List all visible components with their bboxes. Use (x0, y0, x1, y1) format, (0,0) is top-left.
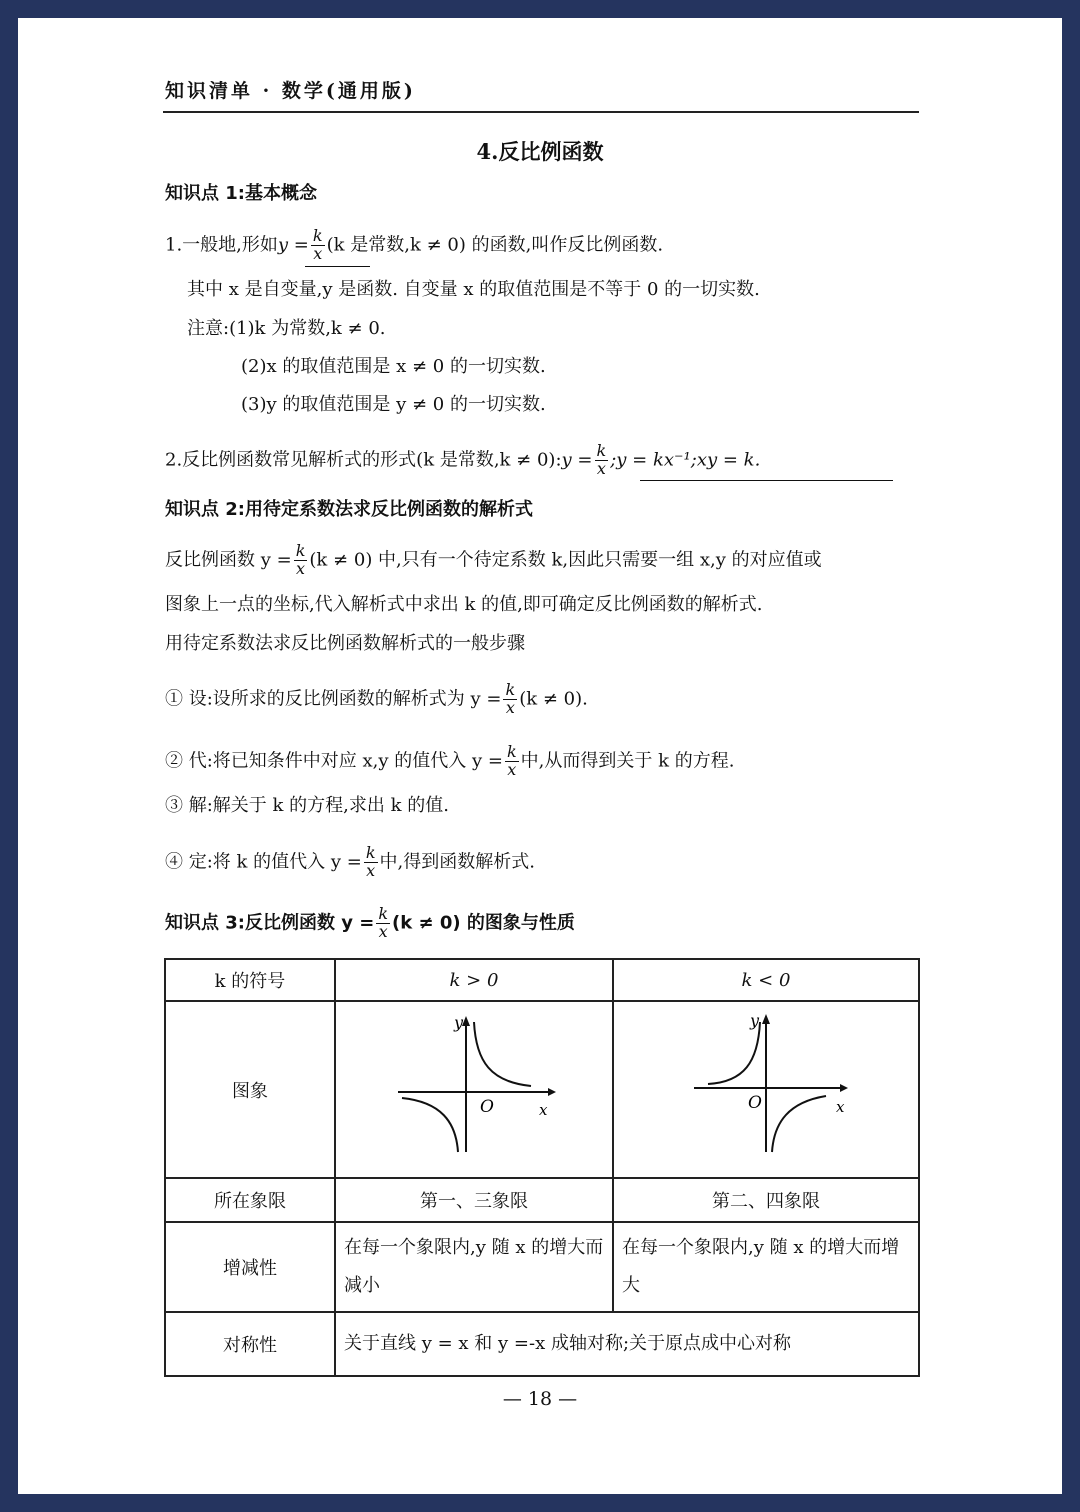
kp3-heading (165, 906, 575, 941)
kp2-step1 (165, 682, 588, 717)
para1-suffix: (k ≠ 0) 中,只有一个待定系数 k,因此只需要一组 x,y 的对应值或 (309, 549, 822, 571)
numerator: k (312, 226, 323, 245)
row-label-quadrant: 所在象限 (165, 1178, 335, 1222)
page-number: — 18 — (502, 1388, 578, 1410)
denominator: x (505, 697, 515, 717)
row-label-monotonicity: 增减性 (165, 1222, 335, 1312)
origin-label: O (748, 1093, 762, 1113)
denominator: x (596, 458, 606, 478)
numerator: k (365, 843, 376, 862)
monotonicity-k-positive: 在每一个象限内,y 随 x 的增大而减小 (335, 1222, 613, 1312)
origin-label: O (480, 1097, 494, 1117)
numerator: k (378, 904, 389, 923)
kp1-note3: (3)y 的取值范围是 y ≠ 0 的一切实数. (241, 394, 546, 415)
denominator: x (378, 921, 388, 941)
kp1-definition (165, 228, 663, 263)
table-row-monotonicity (165, 1222, 919, 1312)
monotonicity-k-negative: 在每一个象限内,y 随 x 的增大而增大 (613, 1222, 919, 1312)
forms-y: y = (561, 449, 593, 471)
fraction-k-over-x (376, 906, 390, 941)
fraction-k-over-x (311, 228, 325, 263)
axis-y-label: y (454, 1013, 464, 1032)
symmetry-description: 关于直线 y = x 和 y =-x 成轴对称;关于原点成中心对称 (335, 1312, 919, 1376)
def-y: y = (277, 234, 309, 256)
underline-definition (305, 266, 370, 267)
fraction-k-over-x (503, 682, 517, 717)
axis-x-label: x (539, 1101, 548, 1119)
forms-suffix: ;y = kx⁻¹;xy = k. (610, 449, 761, 471)
row-label-symmetry: 对称性 (165, 1312, 335, 1376)
hyperbola-q2-q4 (614, 1002, 918, 1172)
numerator: k (505, 680, 516, 699)
denominator: x (296, 558, 306, 578)
section-title: 4.反比例函数 (476, 139, 604, 164)
hyperbola-q1-q3 (336, 1002, 612, 1172)
kp3-heading-prefix: 知识点 3:反比例函数 y = (165, 912, 375, 934)
kp3-heading-suffix: (k ≠ 0) 的图象与性质 (392, 912, 575, 934)
forms-prefix: 2.反比例函数常见解析式的形式(k 是常数,k ≠ 0): (165, 449, 562, 471)
kp2-heading: 知识点 2:用待定系数法求反比例函数的解析式 (165, 499, 533, 520)
graph-k-positive (335, 1001, 613, 1178)
step2-prefix: ② 代:将已知条件中对应 x,y 的值代入 y = (165, 750, 503, 772)
numerator: k (506, 742, 517, 761)
denominator: x (366, 860, 376, 880)
step4-suffix: 中,得到函数解析式. (379, 851, 535, 873)
denominator: x (313, 243, 323, 263)
table-row-symmetry (165, 1312, 919, 1376)
kp2-step4 (165, 845, 535, 880)
denominator: x (507, 759, 517, 779)
axis-y-label: y (750, 1011, 760, 1030)
axis-x-label: x (836, 1098, 845, 1116)
kp1-note2: (2)x 的取值范围是 x ≠ 0 的一切实数. (241, 356, 546, 377)
step4-prefix: ④ 定:将 k 的值代入 y = (165, 851, 362, 873)
fraction-k-over-x (595, 443, 609, 478)
quadrant-k-positive: 第一、三象限 (335, 1178, 613, 1222)
kp2-step3: ③ 解:解关于 k 的方程,求出 k 的值. (165, 795, 449, 816)
header-k-sign: k 的符号 (165, 959, 335, 1001)
numerator: k (295, 541, 306, 560)
header-k-negative: k < 0 (613, 959, 919, 1001)
def-suffix: (k 是常数,k ≠ 0) 的函数,叫作反比例函数. (326, 234, 664, 256)
quadrant-k-negative: 第二、四象限 (613, 1178, 919, 1222)
fraction-k-over-x (505, 744, 519, 779)
kp1-note1: 注意:(1)k 为常数,k ≠ 0. (187, 318, 386, 339)
kp1-heading: 知识点 1:基本概念 (165, 183, 317, 204)
running-header: 知识清单 · 数学(通用版) (165, 80, 416, 102)
numerator: k (596, 441, 607, 460)
header-rule (163, 111, 919, 113)
kp2-para2: 图象上一点的坐标,代入解析式中求出 k 的值,即可确定反比例函数的解析式. (165, 594, 763, 615)
properties-table (164, 958, 920, 1377)
header-k-positive: k > 0 (335, 959, 613, 1001)
graph-k-negative (613, 1001, 919, 1178)
table-header-row (165, 959, 919, 1001)
def-prefix: 1.一般地,形如 (165, 234, 278, 256)
step1-suffix: (k ≠ 0). (519, 688, 588, 710)
table-row-graph (165, 1001, 919, 1178)
kp2-para3: 用待定系数法求反比例函数解析式的一般步骤 (165, 633, 525, 654)
row-label-graph: 图象 (165, 1001, 335, 1178)
step1-prefix: ① 设:设所求的反比例函数的解析式为 y = (165, 688, 502, 710)
fraction-k-over-x (364, 845, 378, 880)
para1-prefix: 反比例函数 y = (165, 549, 292, 571)
fraction-k-over-x (294, 543, 308, 578)
table-row-quadrant (165, 1178, 919, 1222)
kp2-para1 (165, 543, 822, 578)
underline-forms (640, 480, 893, 481)
step2-suffix: 中,从而得到关于 k 的方程. (520, 750, 735, 772)
kp1-forms (165, 443, 760, 478)
kp2-step2 (165, 744, 734, 779)
kp1-variables: 其中 x 是自变量,y 是函数. 自变量 x 的取值范围是不等于 0 的一切实数. (187, 279, 760, 300)
